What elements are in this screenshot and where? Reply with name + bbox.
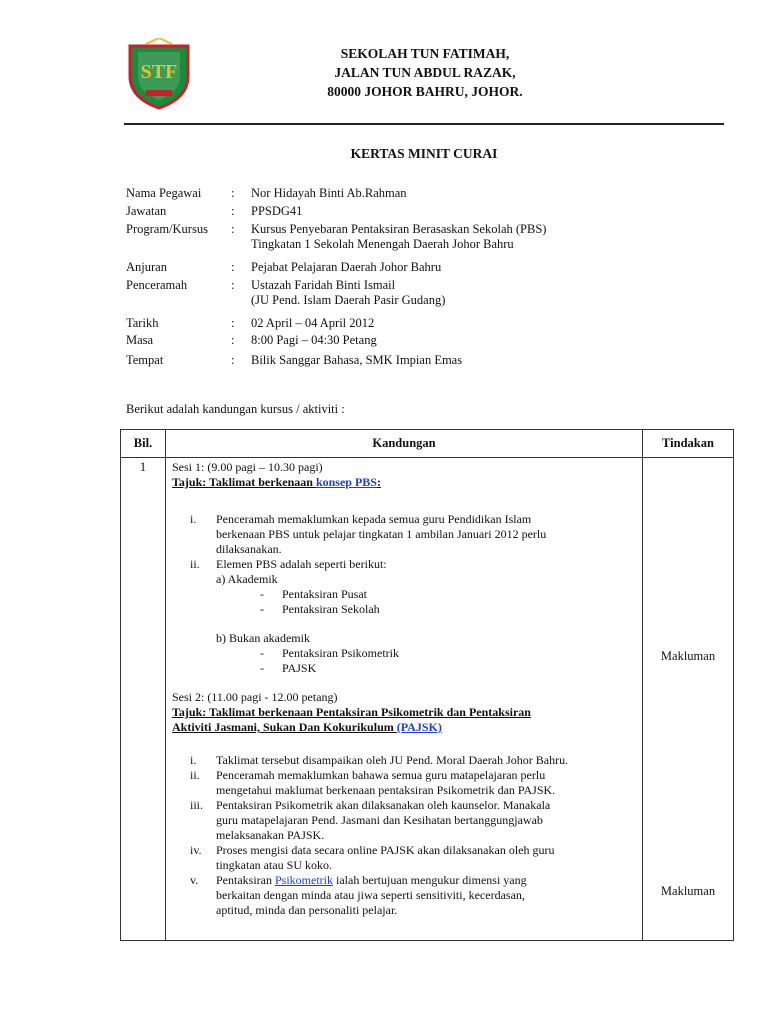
sesi1-tajuk-suffix: : [376, 475, 381, 489]
item-text: Elemen PBS adalah seperti berikut: [216, 557, 387, 571]
label-jawatan: Jawatan [126, 204, 167, 218]
label-tempat: Tempat [126, 353, 164, 367]
list-item [172, 873, 596, 918]
item-number: ii. [190, 557, 200, 571]
sublist-label-bukan-akademik: b) Bukan akademik [216, 631, 310, 645]
cell-tindakan [643, 458, 734, 941]
pajsk-link[interactable]: (PAJSK) [396, 720, 442, 734]
item-text: Pentaksiran Psikometrik [282, 646, 399, 660]
item-text: Pentaksiran Sekolah [282, 602, 380, 616]
item-text: aptitud, minda dan personaliti pelajar. [216, 903, 398, 917]
sesi1-time: Sesi 1: (9.00 pagi – 10.30 pagi) [172, 460, 323, 474]
header-kandungan: Kandungan [166, 430, 643, 458]
colon: : [231, 316, 235, 330]
sesi1-tajuk-prefix: Tajuk: Taklimat berkenaan [172, 475, 316, 489]
item-text: mengetahui maklumat berkenaan pentaksiran Psikometrik dan PAJSK. [216, 783, 556, 797]
label-tarikh: Tarikh [126, 316, 159, 330]
logo-lettering: STF [140, 61, 178, 83]
item-text: berkaitan dengan minda atau jiwa seperti sensitiviti, kecerdasan, [216, 888, 525, 902]
dash: - [260, 661, 264, 675]
colon: : [231, 278, 235, 292]
item-text: guru matapelajaran Pend. Jasmani dan Kesihatan bertanggungjawab [216, 813, 543, 827]
cell-bil [121, 458, 166, 941]
kandungan-body [172, 460, 596, 918]
item-v-prefix: Pentaksiran [216, 873, 275, 887]
value-program-line1: Kursus Penyebaran Pentaksiran Berasaskan Sekolah (PBS) [251, 222, 547, 236]
value-anjuran: Pejabat Pelajaran Daerah Johor Bahru [251, 260, 442, 274]
colon: : [231, 333, 235, 347]
school-address-street: JALAN TUN ABDUL RAZAK, [334, 65, 516, 80]
item-text: Taklimat tersebut disampaikan oleh JU Pend. Moral Daerah Johor Bahru. [216, 753, 569, 767]
sesi2-time: Sesi 2: (11.00 pagi - 12.00 petang) [172, 690, 338, 704]
dash: - [260, 587, 264, 601]
list-item [172, 512, 596, 557]
list-item [172, 768, 596, 798]
list-item [172, 753, 596, 768]
school-address-city: 80000 JOHOR BAHRU, JOHOR. [327, 84, 523, 99]
table-header-row [121, 430, 734, 458]
item-text: PAJSK [282, 661, 317, 675]
item-number: i. [190, 512, 197, 526]
tindakan-makluman-2: Makluman [660, 884, 716, 898]
item-v-suffix: ialah bertujuan mengukur dimensi yang [333, 873, 527, 887]
label-penceramah: Penceramah [126, 278, 188, 292]
value-masa: 8:00 Pagi – 04:30 Petang [251, 333, 377, 347]
value-nama-pegawai: Nor Hidayah Binti Ab.Rahman [251, 186, 407, 200]
psikometrik-link[interactable]: Psikometrik [275, 873, 334, 887]
item-number: ii. [190, 768, 200, 782]
item-number: i. [190, 753, 197, 767]
content-intro: Berikut adalah kandungan kursus / aktiviti : [126, 402, 345, 416]
sesi2-tajuk-text: Aktiviti Jasmani, Sukan Dan Kokurikulum [172, 720, 397, 734]
school-logo [124, 38, 194, 110]
konsep-pbs-link[interactable]: konsep PBS [315, 475, 377, 489]
tindakan-makluman-1: Makluman [660, 649, 716, 663]
list-item [172, 587, 596, 602]
list-item [172, 843, 596, 873]
item-text: tingkatan atau SU koko. [216, 858, 332, 872]
dash: - [260, 646, 264, 660]
item-text: Pentaksiran Psikometrik akan dilaksanakan oleh kaunselor. Manakala [216, 798, 551, 812]
dash: - [260, 602, 264, 616]
school-name: SEKOLAH TUN FATIMAH, [340, 46, 510, 61]
header-bil: Bil. [121, 430, 166, 458]
label-anjuran: Anjuran [126, 260, 167, 274]
colon: : [231, 260, 235, 274]
sesi2-tajuk-line1: Tajuk: Taklimat berkenaan Pentaksiran Psikometrik dan Pentaksiran [172, 705, 531, 719]
header-divider [124, 123, 724, 125]
value-jawatan: PPSDG41 [251, 204, 303, 218]
value-tarikh: 02 April – 04 April 2012 [251, 316, 375, 330]
colon: : [231, 353, 235, 367]
list-item [172, 646, 596, 661]
list-item [172, 798, 596, 843]
item-text: Proses mengisi data secara online PAJSK akan dilaksanakan oleh guru [216, 843, 555, 857]
cell-kandungan [166, 458, 643, 941]
item-text [216, 873, 596, 888]
item-text: Pentaksiran Pusat [282, 587, 367, 601]
item-text: berkenaan PBS untuk pelajar tingkatan 1 ambilan Januari 2012 perlu [216, 527, 547, 541]
minutes-table [120, 429, 734, 941]
item-text: Penceramah memaklumkan kepada semua guru Pendidikan Islam [216, 512, 532, 526]
sublist-label-akademik: a) Akademik [216, 572, 278, 586]
colon: : [231, 186, 235, 200]
colon: : [231, 204, 235, 218]
item-number: v. [190, 873, 199, 887]
header-tindakan: Tindakan [643, 430, 734, 458]
list-item [172, 602, 596, 617]
value-tempat: Bilik Sanggar Bahasa, SMK Impian Emas [251, 353, 463, 367]
item-number: iii. [190, 798, 204, 812]
item-text: melaksanakan PAJSK. [216, 828, 325, 842]
list-item [172, 557, 596, 572]
value-program-line2: Tingkatan 1 Sekolah Menengah Daerah Johor Bahru [251, 237, 514, 251]
table-row [121, 458, 734, 941]
label-nama-pegawai: Nama Pegawai [126, 186, 202, 200]
label-masa: Masa [126, 333, 154, 347]
colon: : [231, 222, 235, 236]
item-text: dilaksanakan. [216, 542, 282, 556]
label-program: Program/Kursus [126, 222, 208, 236]
value-penceramah-line1: Ustazah Faridah Binti Ismail [251, 278, 396, 292]
list-item [172, 661, 596, 676]
row-number: 1 [139, 460, 147, 474]
item-text: Penceramah memaklumkan bahawa semua guru matapelajaran perlu [216, 768, 546, 782]
value-penceramah-line2: (JU Pend. Islam Daerah Pasir Gudang) [251, 293, 446, 307]
sesi1-tajuk [172, 475, 596, 490]
item-number: iv. [190, 843, 202, 857]
sesi2-tajuk-line2 [172, 720, 596, 735]
document-title: KERTAS MINIT CURAI [350, 146, 498, 161]
